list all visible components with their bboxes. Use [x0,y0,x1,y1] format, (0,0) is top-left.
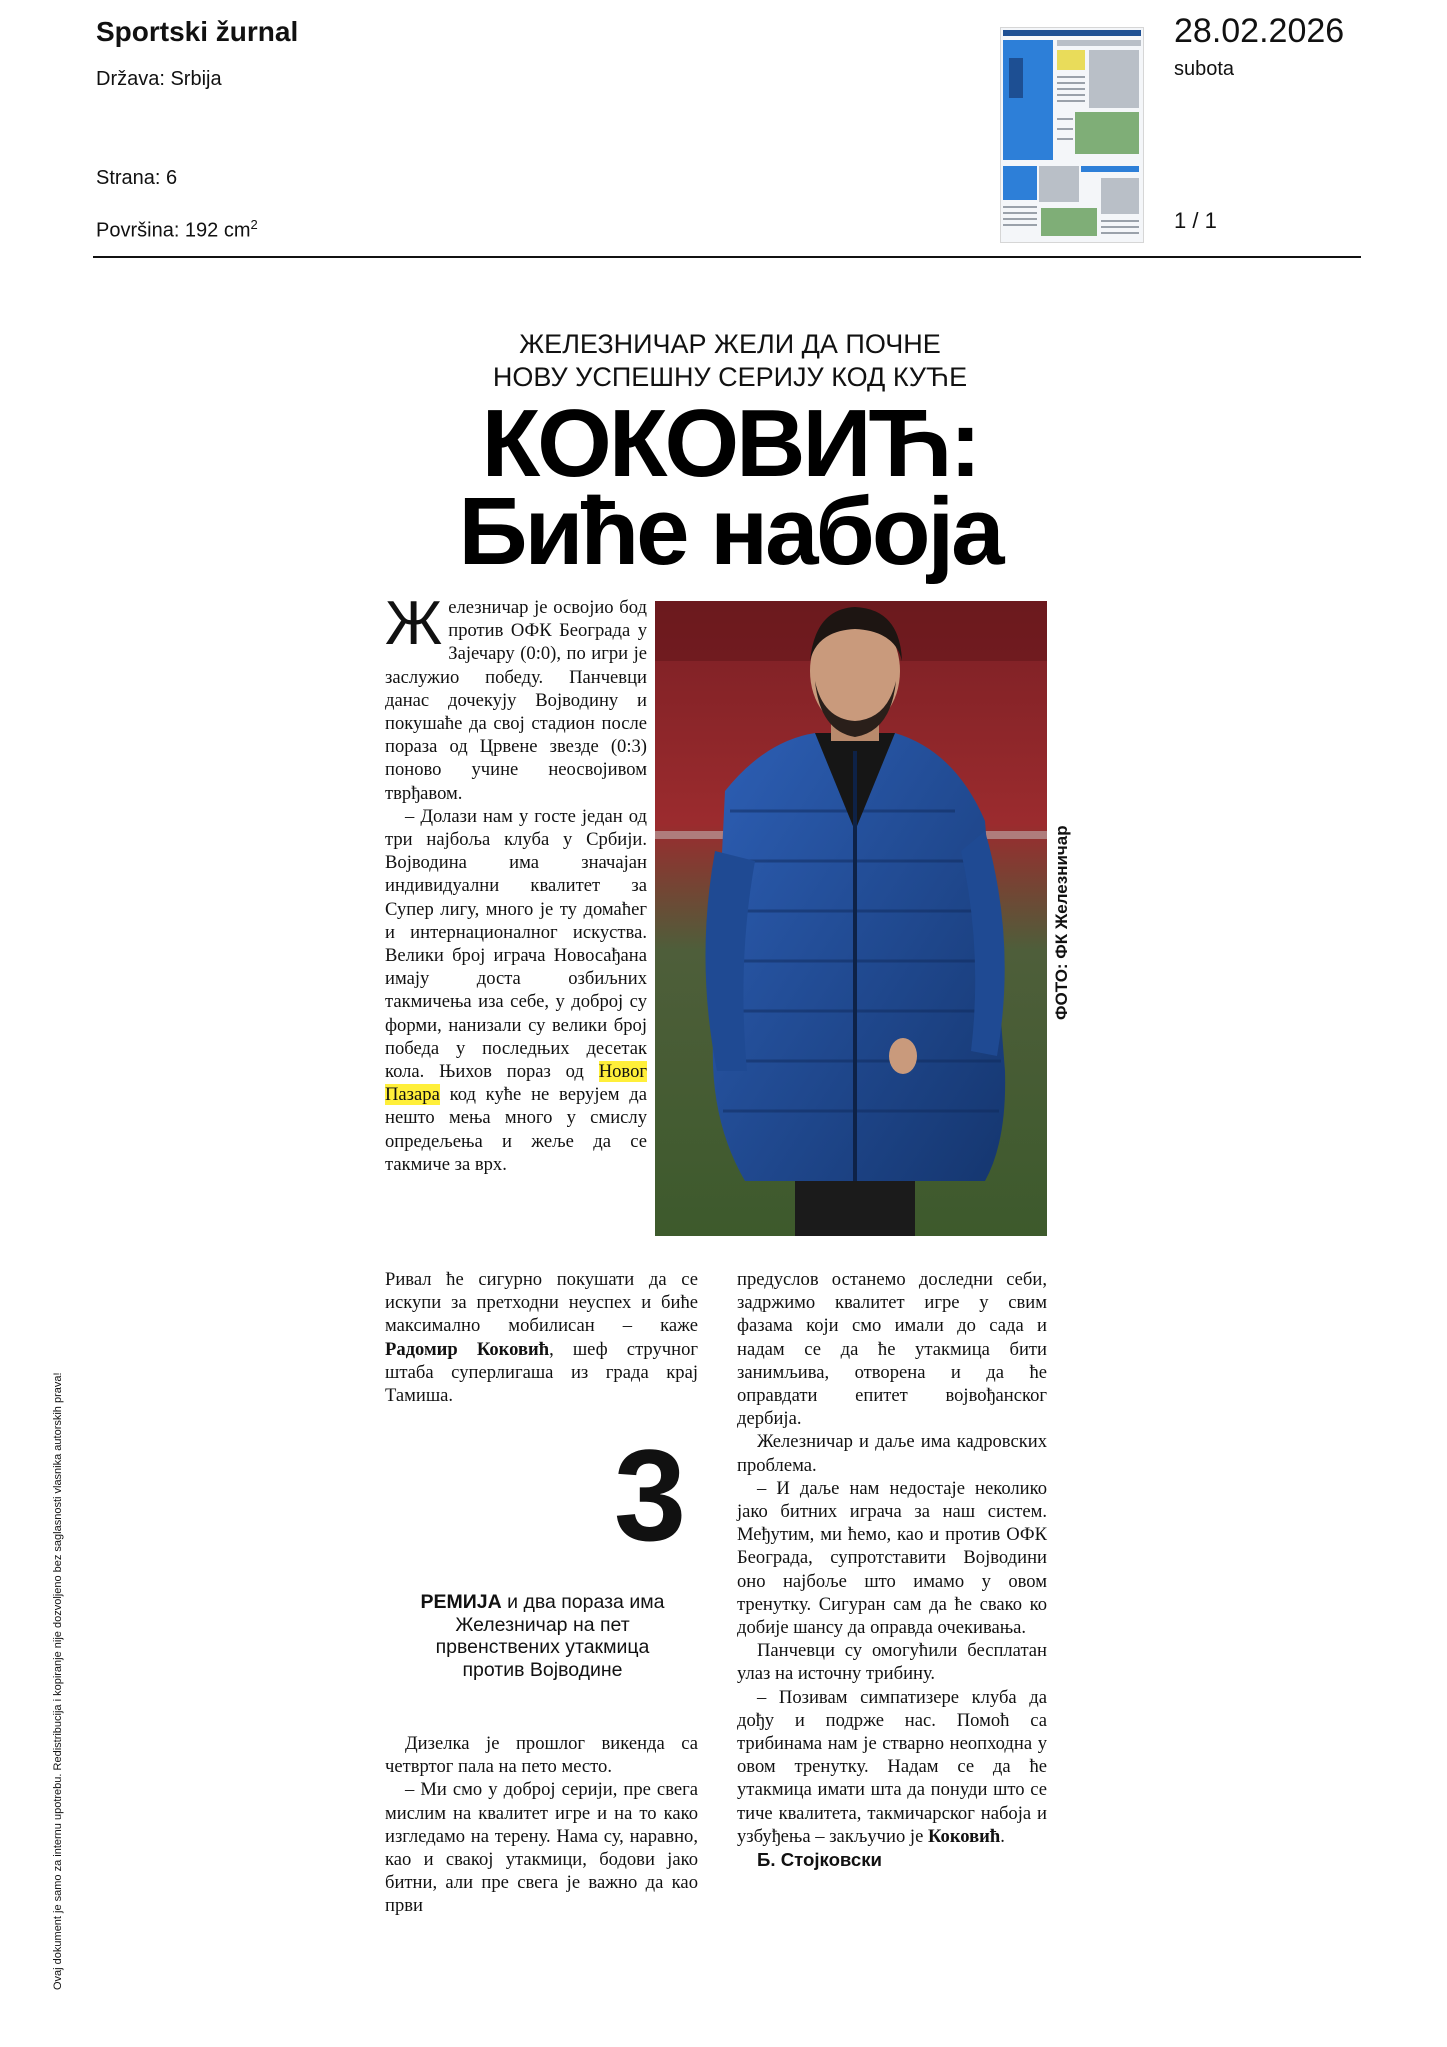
coach-name: Радомир Коковић [385,1338,550,1360]
article-kicker [440,328,1020,394]
area-label [96,217,258,243]
article-column-1 [385,589,647,1176]
article-column-3 [737,1268,1047,1871]
paragraph-quote-2-end: предуслов останемо доследни себи, задржимо квалитет игре у свим фазама који смо имали до сада и надам се да ће утакмица бити занимљива, отворена и да ће оправдати епитет војвођанског дербија. [737,1269,1047,1430]
title-line-1: КОКОВИЋ: [481,390,979,497]
factbox-lead: РЕМИЈА [420,1591,502,1613]
kicker-line-2: НОВУ УСПЕШНУ СЕРИЈУ КОД КУЋЕ [492,362,968,392]
area-value: Površina: 192 cm [96,219,251,242]
title-line-2: Биће набоја [458,478,1002,585]
paragraph-lead: Железничар је освојио бод против ОФК Београда у Зајечару (0:0), по игри је заслужио победу. Панчевци данас дочекују Војводину и покушаће да свој стадион после пораза од Црвене звезде (0:3) поново учине неосвојивом тврђавом. [385,589,647,804]
highlighted-term: Новог Пазара [385,1061,647,1106]
factbox-number: 3 [613,1422,687,1568]
drop-cap: Ж [385,589,443,658]
paragraph-standing: Дизелка је прошлог викенда са четвртог пала на пето место. [385,1733,698,1778]
copyright-disclaimer: Ovaj dokument je samo za internu upotrebu. Redistribucija i kopiranje nije dozvoljeno bez saglasnosti vlasnika autorskih prava! [52,1372,64,1990]
paragraph-injuries: Железничар и даље има кадровских проблема. [737,1431,1047,1476]
issue-weekday: subota [1174,58,1235,80]
paragraph-quote-4: – Позивам симпатизере клуба да дођу и подрже нас. Помоћ са трибинама нам је стварно неопходна у овом тренутку. Надам се да ће утакмица имати шта да понуди што се тиче квалитета, такмичарског набоја и узбуђења – закључио је Коковић. [737,1686,1047,1847]
page-number-label: Strana: 6 [96,167,178,189]
area-exponent: 2 [250,217,258,232]
paragraph-quote-2: – Ми смо у доброј серији, пре свега мислим на квалитет игре и на то како изгледамо на терену. Нама су, наравно, као и свакој утакмици, бодови јако битни, али пре свега је важно да као први [385,1779,698,1917]
coach-photo [655,601,1047,1236]
kicker-line-1: ЖЕЛЕЗНИЧАР ЖЕЛИ ДА ПОЧНЕ [519,329,941,359]
author-signature: Б. Стојковски [757,1849,882,1871]
factbox-text: РЕМИЈА и два пораза има Железничар на пет првенствених утакмица против Војводине [420,1591,665,1681]
page-thumbnail[interactable] [1000,27,1144,243]
paragraph-quote-3: – И даље нам недостаје неколико јако битних играча за наш систем. Међутим, ми ћемо, као и против ОФК Београда, супротставити Војводини оно најбоље што имамо у овом тренутку. Сигуран сам да ће свако ко добије шансу да оправда очекивања. [737,1477,1047,1639]
page-count: 1 / 1 [1174,208,1217,233]
article-title [380,390,1080,585]
paragraph-quote-1-end: Ривал ће сигурно покушати да се искупи за претходни неуспех и биће максимално мобилисан – каже Радомир Коковић, шеф стручног штаба суперлигаша из града крај Тамиша. [385,1269,698,1407]
photo-credit: ФОТО: ФК Железничар [1052,825,1071,1020]
issue-date: 28.02.2026 [1174,12,1345,50]
header-divider [93,256,1361,258]
paragraph-quote-1: – Долази нам у госте један од три најбоља клуба у Србији. Војводина има значајан индивидуални квалитет за Супер лигу, много је ту домаћег и интернационалног искуства. Велики број играча Новосађана имају доста озбиљних такмичења иза себе, у доброј су форми, нанизали су велики број победа у последњих десетак кола. Њихов пораз од Новог Пазара код куће не верујем да нешто мења много у смислу опредељења и жеље да се такмиче за врх. [385,805,647,1175]
article-column-2 [385,1732,698,1918]
article-column-1-continued [385,1268,698,1407]
country-label: Država: Srbija [96,68,222,90]
paragraph-free-entry: Панчевци су омогућили бесплатан улаз на источну трибину. [737,1640,1047,1685]
coach-surname: Коковић [927,1825,1001,1847]
publication-name: Sportski žurnal [96,16,299,47]
